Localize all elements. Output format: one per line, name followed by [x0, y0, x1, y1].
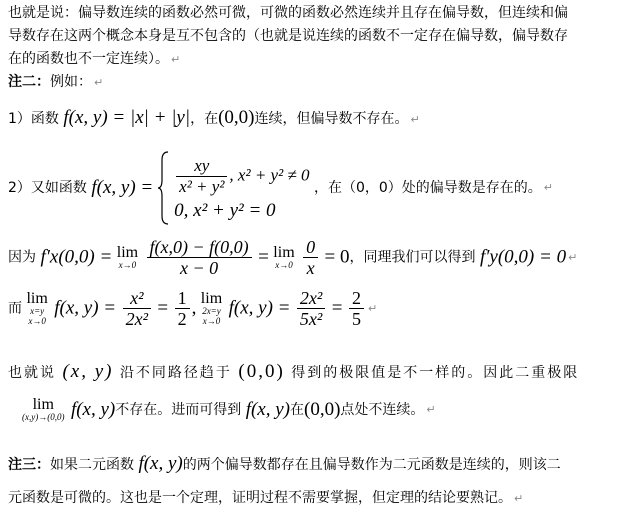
- note2-text: 例如：: [50, 74, 92, 90]
- limit-2: lim x→0: [273, 243, 295, 270]
- fraction-two-fifths: $\frac{2}{5}$: [349, 288, 364, 329]
- paragraph-mark-icon: ↵: [568, 250, 578, 264]
- left-brace-icon: [158, 150, 170, 226]
- paragraph-mark-icon: ↵: [367, 301, 378, 315]
- note3-line2: 元函数是可微的。这也是一个定理，证明过程不需要掌握，但定理的结论要熟记。 ↵: [8, 490, 524, 506]
- para1-line3: 在的函数也不一定连续）。 ↵: [8, 51, 181, 67]
- note3-line1: 注三：如果二元函数 f(x, y)的两个偏导数都存在且偏导数作为二元函数是连续的，则该二: [8, 453, 561, 474]
- paragraph-mark-icon: ↵: [171, 53, 181, 66]
- example2-line: 2）又如函数 f(x, y) = $\frac{xy}{\text{x² + y²}}$ , x² + y² ≠ 0 0, x² + y² = 0 ，在（0，0）处的偏导数是存在的。 ↵: [8, 150, 553, 230]
- case1-fraction: $\frac{xy}{\text{x² + y²}}$: [176, 156, 227, 197]
- double-limit: lim (x,y)→(0,0): [22, 396, 65, 422]
- example1-function: f(x, y) = |x| + |y|: [63, 107, 191, 128]
- piecewise-cases: $\frac{xy}{\text{x² + y²}}$ , x² + y² ≠ 0 0, x² + y² = 0: [174, 155, 310, 221]
- limit-path-2: lim 2x=y x→0: [200, 289, 223, 326]
- zero-over-x: $\frac{0}{x}$: [303, 237, 318, 278]
- fraction-one-half: $\frac{1}{2}$: [175, 288, 190, 329]
- limit-1: lim x→0: [116, 243, 139, 270]
- note2-line: [8, 72, 103, 93]
- para1-line1: 也就是说：偏导数连续的函数必然可微，可微的函数必然连续并且存在偏导数，但连续和偏: [8, 5, 568, 21]
- fraction-x2-2x2: $\frac{\text{x²}}{\text{2x²}}$: [123, 288, 151, 329]
- fy-partial: f′y(0,0) = 0: [479, 246, 567, 268]
- paragraph-mark-icon: ↵: [514, 492, 524, 505]
- example2-function: f(x, y) =: [91, 177, 154, 198]
- fx-partial: f′x(0,0) =: [40, 246, 113, 268]
- case2: 0, x² + y² = 0: [174, 199, 276, 221]
- para1-line2: 导数存在这两个概念本身是互不包含的（也就是说连续的函数不一定存在偏导数，偏导数存: [8, 28, 568, 44]
- note3-label: 注三：: [8, 457, 50, 473]
- conclusion-line1: 也就说 (x, y) 沿不同路径趋于 (0,0) 得到的极限值是不一样的。因此二重极限: [8, 361, 580, 382]
- because-line: 因为 f′x(0,0) = lim x→0 $\frac{f(x,0) - f(0,0)}{x - 0}$ = lim x→0 $\frac{0}{x}$ = 0，同理我们可以得到 f′y(0,0) = 0 ↵: [8, 237, 578, 278]
- fraction-2x2-5x2: $\frac{\text{2x²}}{\text{5x²}}$: [297, 288, 325, 329]
- conclusion-line2: lim (x,y)→(0,0) f(x, y)不存在。进而可得到 f(x, y)在(0,0)点处不连续。 ↵: [22, 396, 436, 422]
- note2-label: 注二：: [8, 74, 50, 90]
- paragraph-mark-icon: ↵: [543, 181, 554, 194]
- paragraph-mark-icon: ↵: [426, 403, 436, 416]
- difference-quotient: $\frac{f(x,0) - f(0,0)}{x - 0}$: [147, 237, 252, 278]
- paragraph-mark-icon: ↵: [410, 113, 420, 126]
- paragraph-mark-icon: ↵: [94, 76, 104, 89]
- while-line: 而 lim x=y x→0 f(x, y) = $\frac{\text{x²}}{\text{2x²}}$ = $\frac{1}{2}$ , lim 2x=y x→0 f(x, y) = $\frac{\text{2x²}}{\text{5x²}}$ = $\frac{2}{5}$ ↵: [8, 288, 378, 329]
- piecewise-brace: [158, 150, 170, 226]
- example1-line: 1）函数 f(x, y) = |x| + |y|，在(0,0)连续，但偏导数不存在。 ↵: [8, 107, 420, 128]
- limit-path-1: lim x=y x→0: [26, 289, 48, 326]
